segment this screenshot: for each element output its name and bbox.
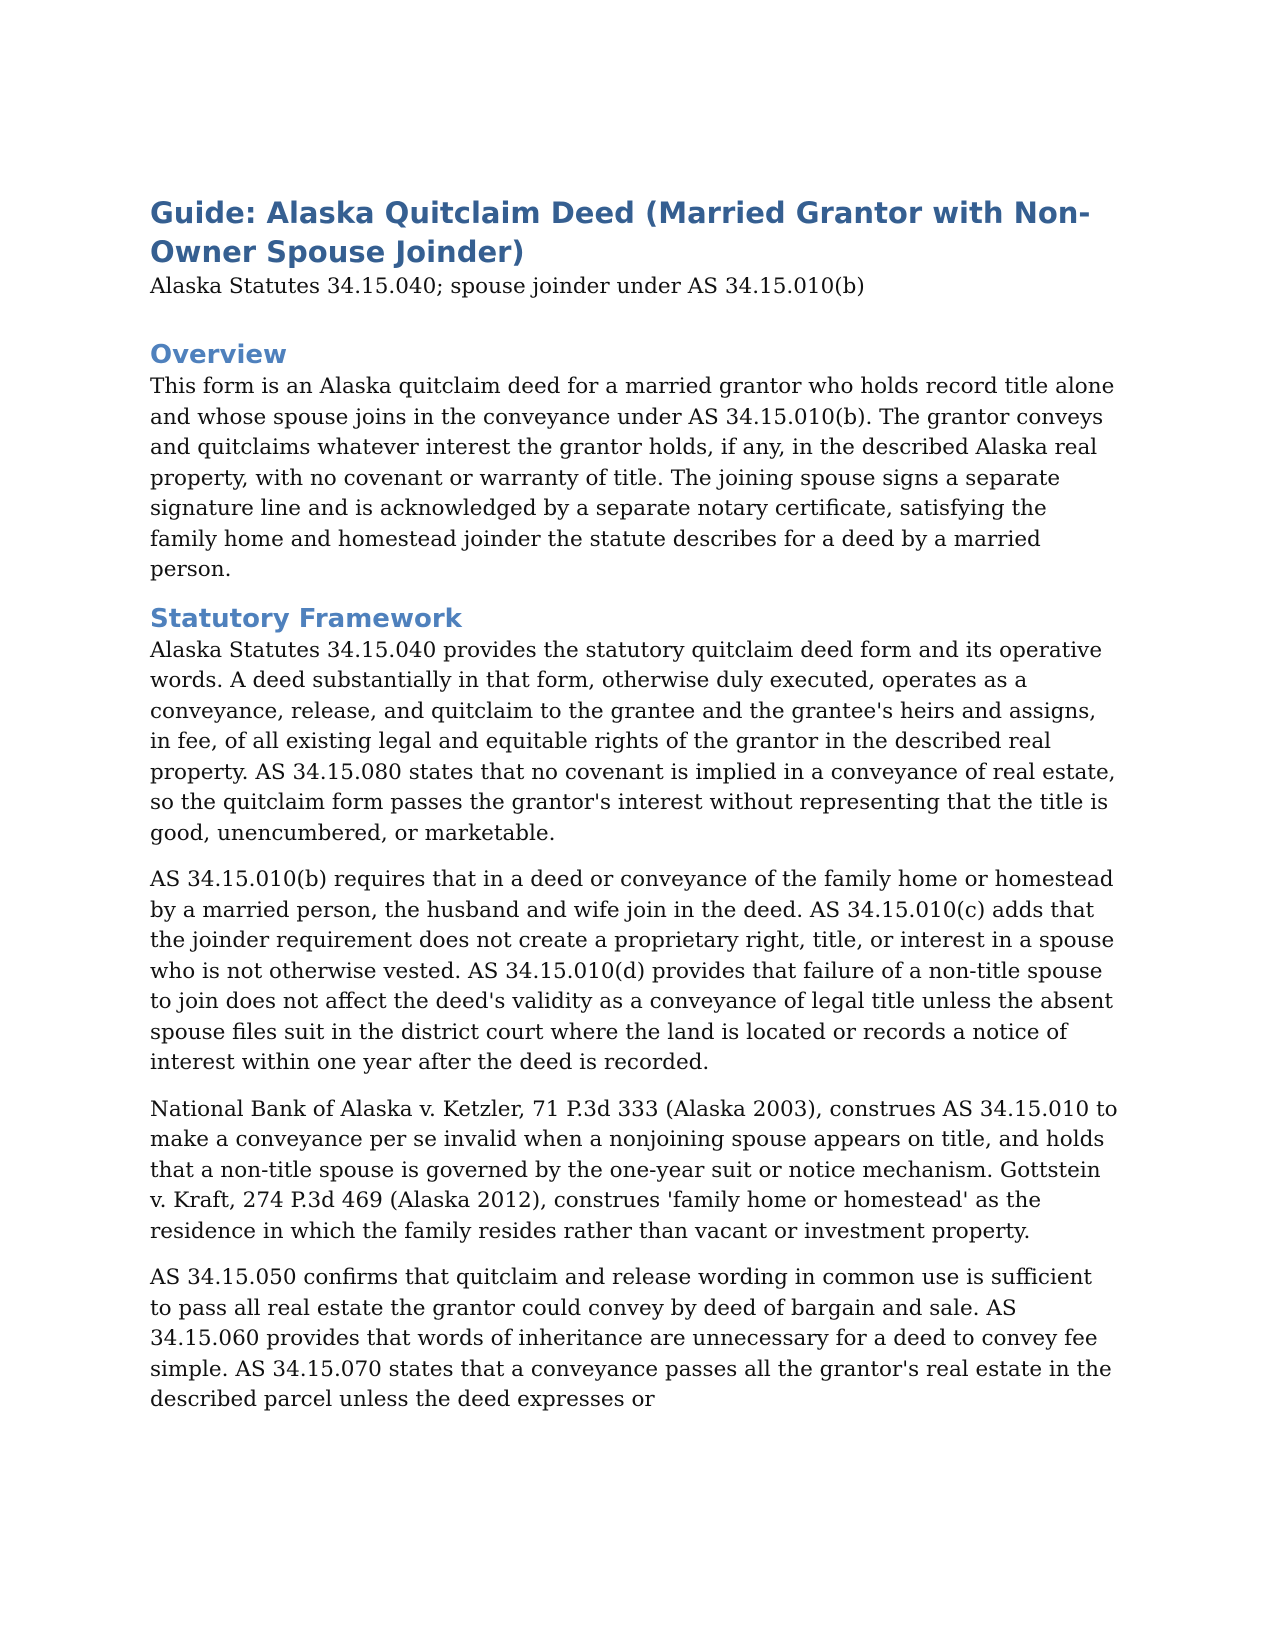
document-page <box>150 194 1120 1432</box>
document-subtitle: Alaska Statutes 34.15.040; spouse joinder under AS 34.15.010(b) <box>150 274 865 299</box>
paragraph: AS 34.15.010(b) requires that in a deed or conveyance of the family home or homestead by a married person, the husband and wife join in the deed. AS 34.15.010(c) adds that the joinder requirement does not create a proprietary right, title, or interest in a spouse who is not otherwise vested. AS 34.15.010(d) provides that failure of a non-title spouse to join does not affect the deed's validity as a conveyance of legal title unless the absent spouse files suit in the district court where the land is located or records a notice of interest within one year after the deed is recorded. <box>150 867 1115 1075</box>
paragraph: AS 34.15.050 confirms that quitclaim and release wording in common use is sufficient to pass all real estate the grantor could convey by deed of bargain and sale. AS 34.15.060 provides that words of inheritance are unnecessary for a deed to convey fee simple. AS 34.15.070 states that a conveyance passes all the grantor's real estate in the described parcel unless the deed expresses or <box>150 1265 1112 1412</box>
section-heading: Overview <box>150 340 288 370</box>
document-title: Guide: Alaska Quitclaim Deed (Married Grantor with Non-Owner Spouse Joinder) <box>150 196 1091 269</box>
section-heading: Statutory Framework <box>150 603 462 634</box>
section-overview <box>150 338 1120 586</box>
paragraph: Alaska Statutes 34.15.040 provides the statutory quitclaim deed form and its operative words. A deed substantially in that form, otherwise duly executed, operates as a conveyance, release, and quitclaim to the grantee and the grantee's heirs and assigns, in fee, of all existing legal and equitable rights of the grantor in the described real property. AS 34.15.080 states that no covenant is implied in a conveyance of real estate, so the quitclaim form passes the grantor's interest without representing that the title is good, unencumbered, or marketable. <box>150 637 1116 846</box>
section-statutory-framework <box>150 602 1120 1416</box>
paragraph: This form is an Alaska quitclaim deed for a married grantor who holds record title alone and whose spouse joins in the conveyance under AS 34.15.010(b). The grantor conveys and quitclaims whatever interest the grantor holds, if any, in the described Alaska real property, with no covenant or warranty of title. The joining spouse signs a separate signature line and is acknowledged by a separate notary certificate, satisfying the family home and homestead joinder the statute describes for a deed by a married person. <box>150 374 1115 582</box>
paragraph: National Bank of Alaska v. Ketzler, 71 P.3d 333 (Alaska 2003), construes AS 34.15.010 to make a conveyance per se invalid when a nonjoining spouse appears on title, and holds that a non-title spouse is governed by the one-year suit or notice mechanism. Gottstein v. Kraft, 274 P.3d 469 (Alaska 2012), construes 'family home or homestead' as the residence in which the family resides rather than vacant or investment property. <box>150 1096 1118 1244</box>
